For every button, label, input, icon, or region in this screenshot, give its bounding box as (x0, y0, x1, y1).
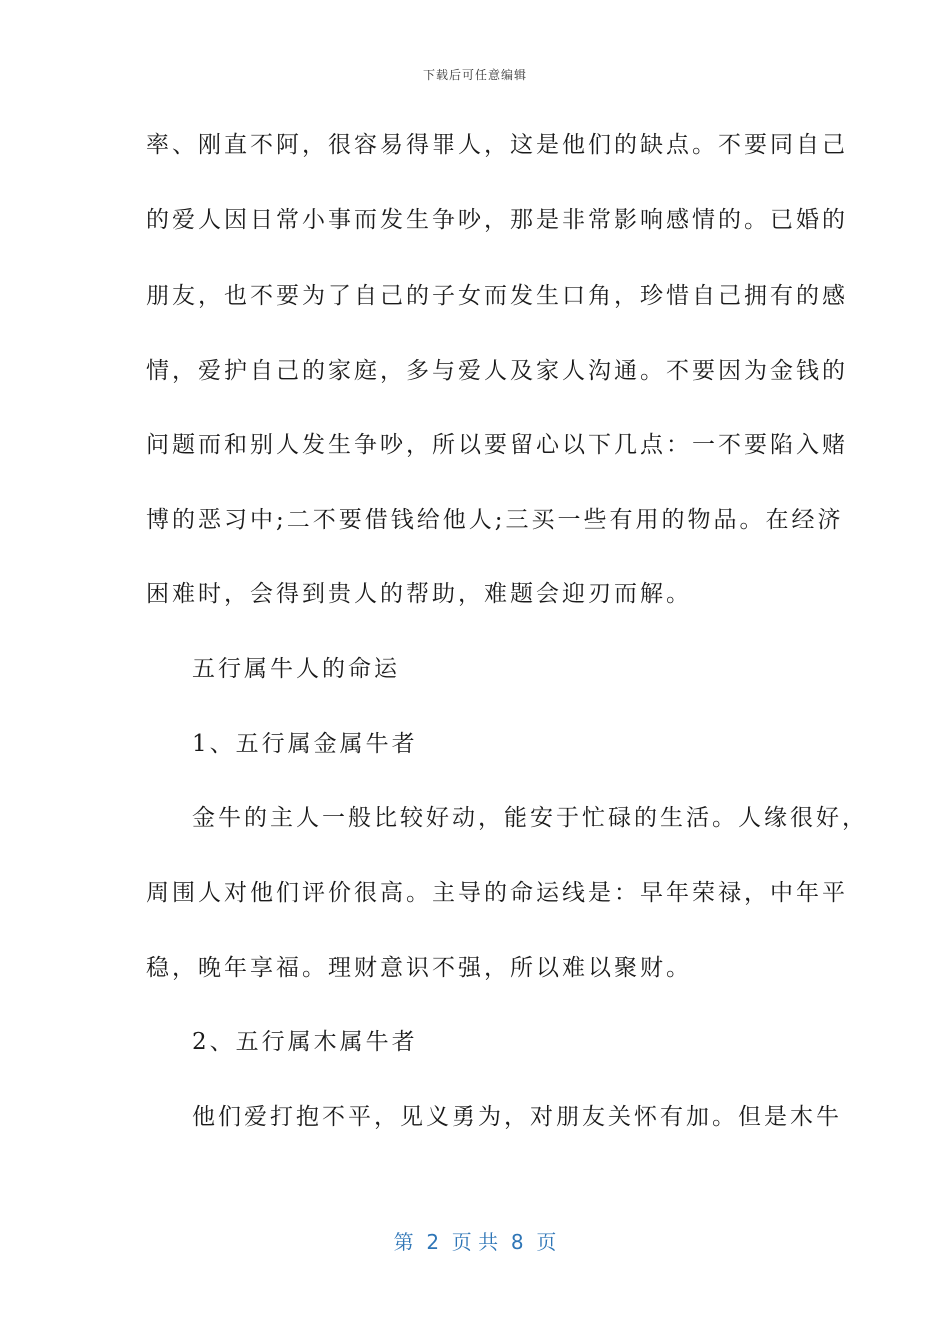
body-line-3: 朋友，也不要为了自己的子女而发生口角，珍惜自己拥有的感 (146, 283, 848, 309)
body-line-4: 情，爱护自己的家庭，多与爱人及家人沟通。不要因为金钱的 (146, 358, 848, 384)
body-line-metal-1: 金牛的主人一般比较好动，能安于忙碌的生活。人缘很好， (192, 805, 868, 831)
body-line-wood-1: 他们爱打抱不平，见义勇为，对朋友关怀有加。但是木牛 (192, 1104, 842, 1130)
page-number-footer: 第 2 页 共 8 页 (393, 1230, 557, 1254)
section-heading: 五行属牛人的命运 (192, 656, 400, 682)
body-line-7: 困难时，会得到贵人的帮助，难题会迎刃而解。 (146, 581, 692, 607)
body-line-5: 问题而和别人发生争吵，所以要留心以下几点：一不要陷入赌 (146, 432, 848, 458)
body-line-metal-2: 周围人对他们评价很高。主导的命运线是：早年荣禄，中年平 (146, 880, 848, 906)
header-note: 下载后可任意编辑 (422, 68, 527, 82)
body-line-metal-3: 稳，晚年享福。理财意识不强，所以难以聚财。 (146, 955, 692, 981)
subsection-heading-metal: 1、五行属金属牛者 (192, 731, 418, 757)
body-line-2: 的爱人因日常小事而发生争吵，那是非常影响感情的。已婚的 (146, 207, 848, 233)
subsection-heading-wood: 2、五行属木属牛者 (192, 1029, 418, 1055)
body-line-6: 博的恶习中;二不要借钱给他人;三买一些有用的物品。在经济 (146, 507, 844, 533)
body-line-1: 率、刚直不阿，很容易得罪人，这是他们的缺点。不要同自己 (146, 132, 848, 158)
